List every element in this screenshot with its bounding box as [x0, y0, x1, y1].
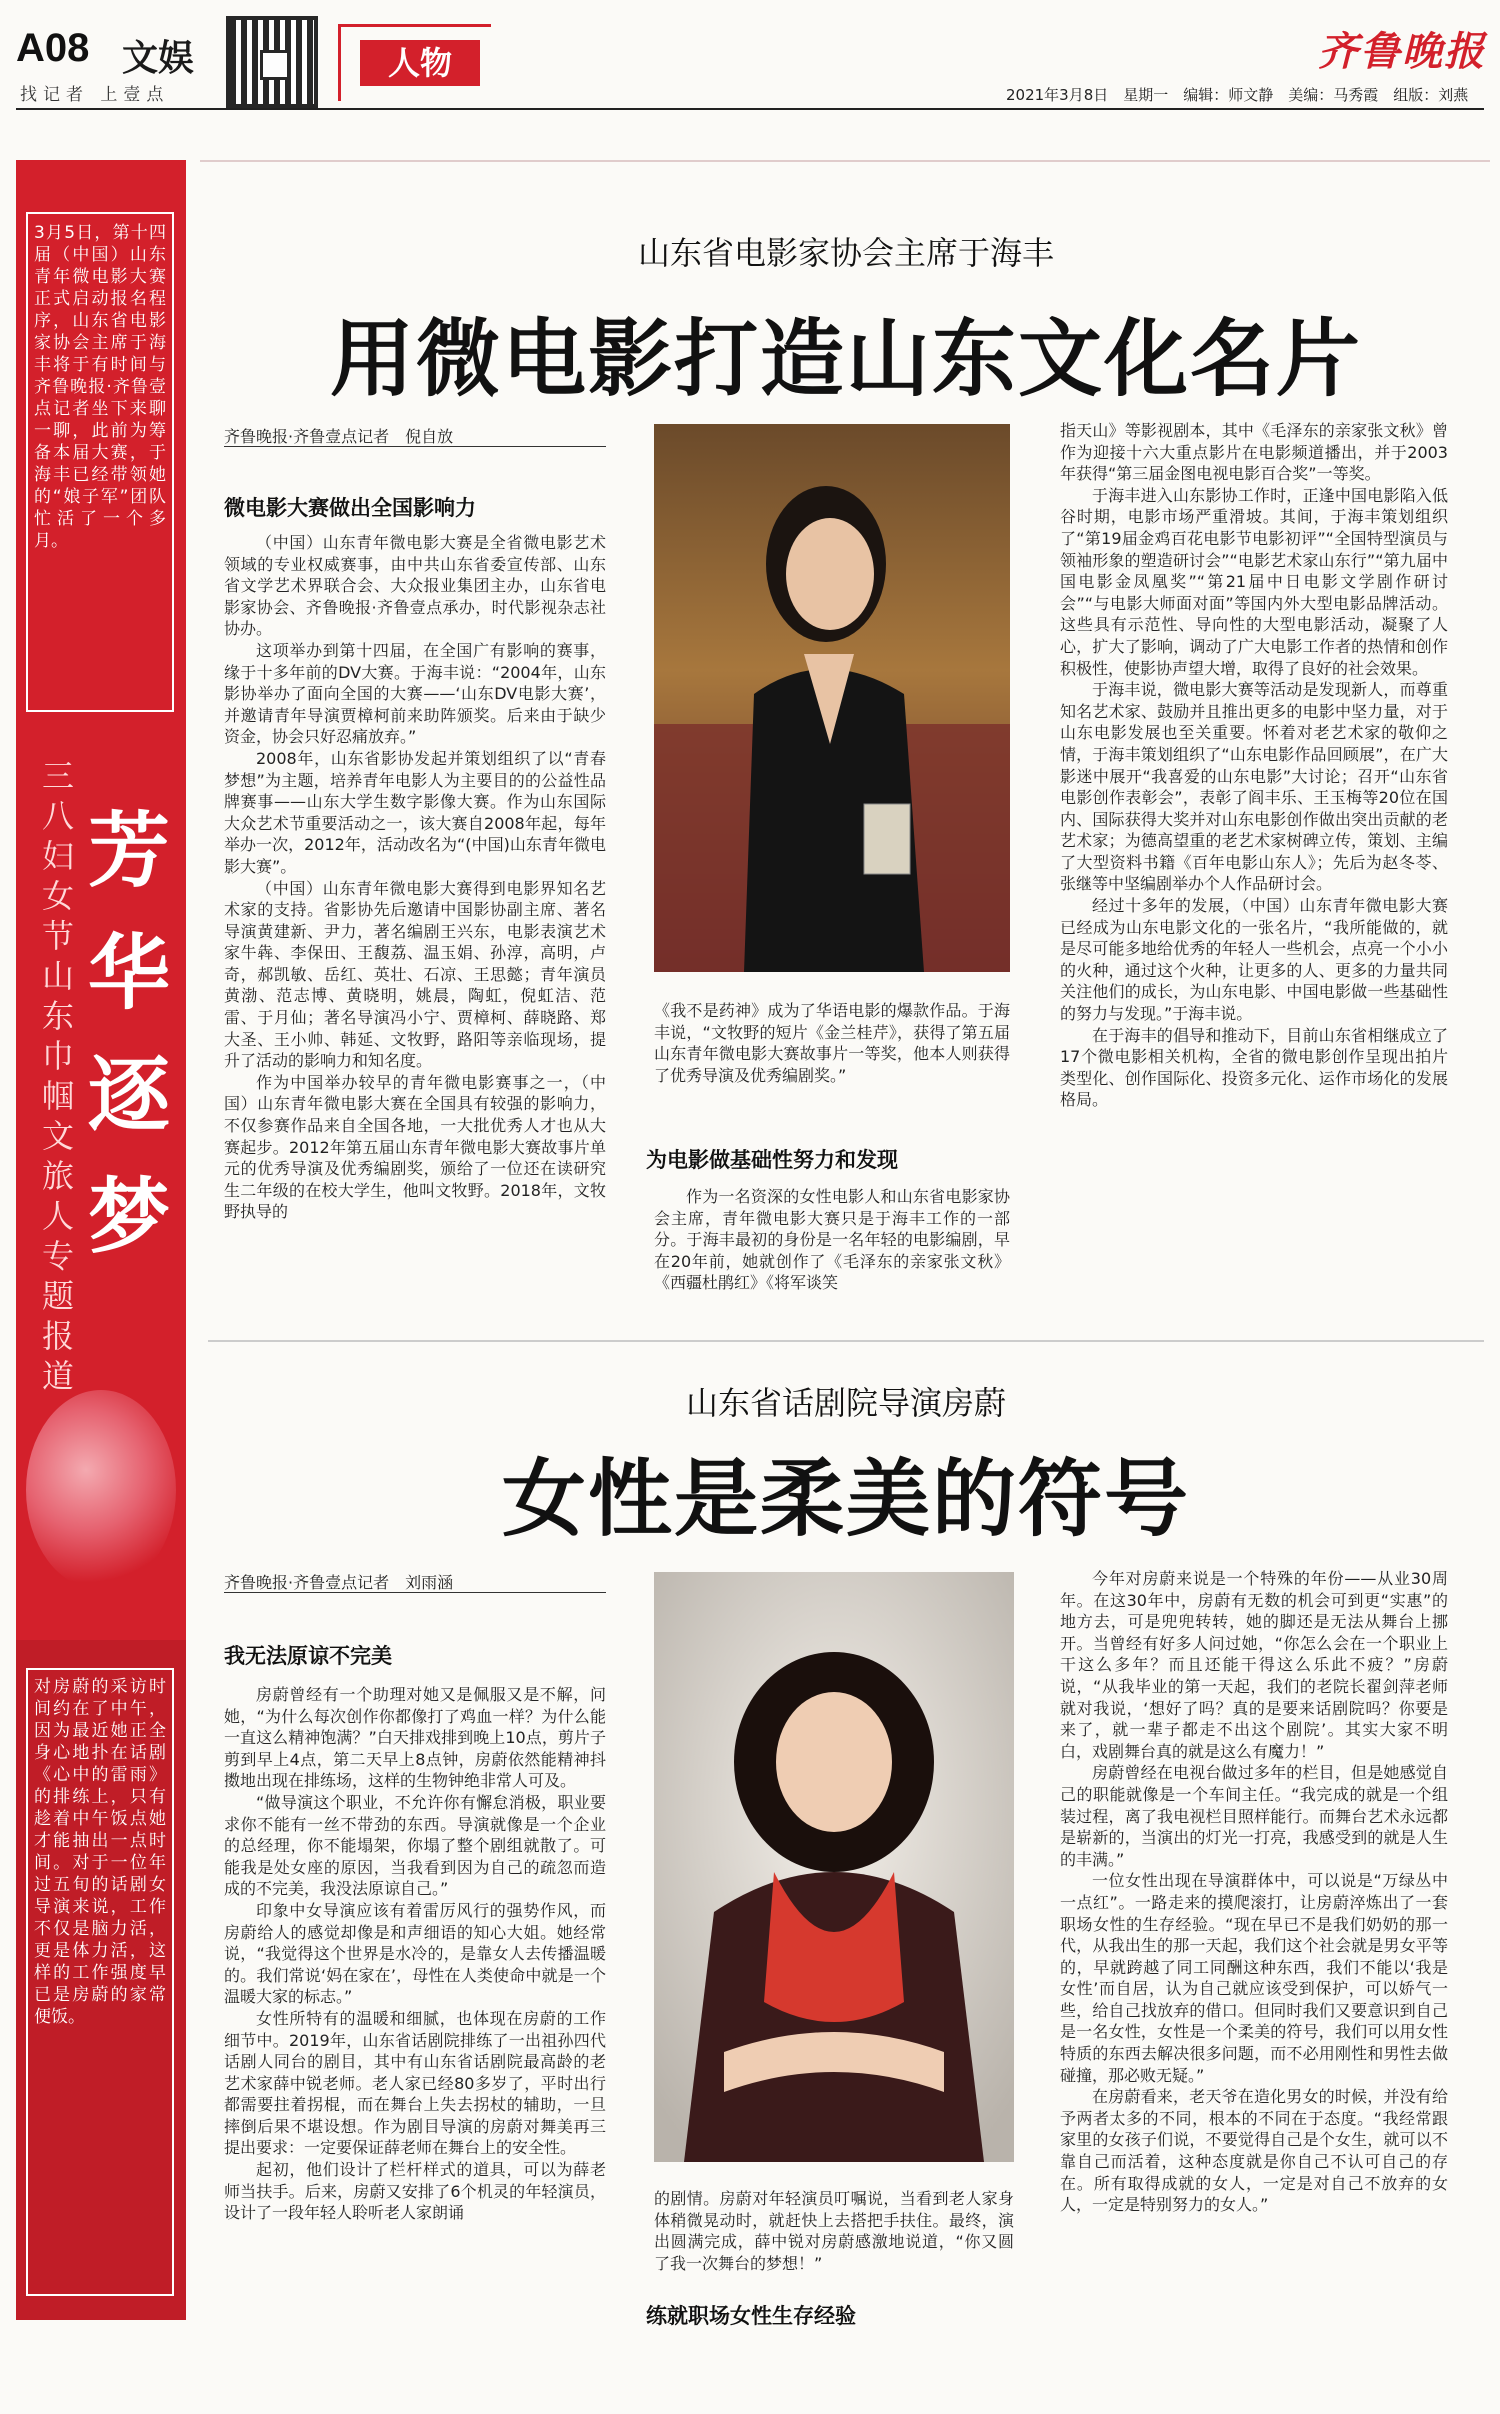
paragraph: 今年对房蔚来说是一个特殊的年份——从业30周年。在这30年中，房蔚有无数的机会可到更“实惠”的地方去，可是兜兜转转，她的脚还是无法从舞台上挪开。当曾经有好多人问过她，“你怎么会在一个职业上干这么多年？而且还能干得这么乐此不疲？”房蔚说，“从我毕业的第一天起，我们的老院长翟剑萍老师就对我说，‘想好了吗？真的是要来话剧院吗？你要是来了，就一辈子都走不出这个剧院’。其实大家不明白，戏剧舞台真的就是这么有魔力！”	[1060, 1569, 1448, 1761]
intro-text: 3月5日，第十四届（中国）山东青年微电影大赛正式启动报名程序，山东省电影家协会主席于海丰将于有时间与齐鲁晚报·齐鲁壹点记者坐下来聊一聊，此前为筹备本届大赛，于海丰已经带领她的“娘子军”团队忙活了一个多月。	[34, 223, 166, 551]
content-top-border	[200, 160, 1490, 162]
paragraph: 2008年，山东省影协发起并策划组织了以“青春梦想”为主题，培养青年电影人为主要目的的公益性品牌赛事——山东大学生数字影像大赛。作为山东国际大众艺术节重要活动之一，该大赛自2008年起，每年举办一次，2012年，活动改名为“(中国)山东青年微电影大赛”。	[224, 748, 606, 876]
article2-kicker: 山东省话剧院导演房蔚	[685, 1384, 1006, 1422]
flower-illustration	[26, 1390, 176, 1590]
paragraph: 的剧情。房蔚对年轻演员叮嘱说，当看到老人家身体稍微晃动时，就赶快上去搭把手扶住。最终，演出圆满完成，薛中锐对房蔚感激地说道，“你又圆了我一次舞台的梦想！”	[654, 2189, 1014, 2273]
column-tag: 人物	[360, 40, 480, 86]
paragraph: 《我不是药神》成为了华语电影的爆款作品。于海丰说，“文牧野的短片《金兰桂芹》，获得了第五届山东青年微电影大赛故事片一等奖，他本人则获得了优秀导演及优秀编剧奖。”	[654, 1001, 1010, 1085]
header-slogan: 找记者 上壹点	[20, 85, 170, 105]
article1-column-2-bottom	[654, 1186, 1010, 1316]
article-divider	[208, 1340, 1484, 1342]
byline-rule	[224, 1592, 606, 1593]
article1-byline: 齐鲁晚报·齐鲁壹点记者 倪自放	[224, 427, 454, 446]
newspaper-logo: 齐鲁晚报	[1318, 28, 1486, 75]
paragraph: 一位女性出现在导演群体中，可以说是“万绿丛中一点红”。一路走来的摸爬滚打，让房蔚淬炼出了一套职场女性的生存经验。“现在早已不是我们奶奶的那一代，从我出生的那一天起，我们这个社会就是男女平等的，早就跨越了同工同酬这种东西，我们不能以‘我是女性’而自居，认为自己就应该受到保护，可以娇气一些，给自己找放弃的借口。但同时我们又要意识到自己是一名女性，女性是一个柔美的符号，我们可以用女性特质的东西去解决很多问题，而不必用刚性和男性去做碰撞，那必败无疑。”	[1060, 1871, 1448, 2085]
article1-subhead-1: 微电影大赛做出全国影响力	[224, 496, 476, 520]
article2-byline: 齐鲁晚报·齐鲁壹点记者 刘雨涵	[224, 1573, 454, 1592]
paragraph: （中国）山东青年微电影大赛得到电影界知名艺术家的支持。省影协先后邀请中国影协副主席、著名导演黄建新、尹力，著名编剧王兴东，电影表演艺术家牛犇、李保田、王馥荔、温玉娟、孙淳，高明，卢奇，郝凯敏、岳红、英壮、石凉、王思懿；青年演员黄渤、范志博、黄晓明，姚晨，陶虹，倪虹洁、范雷、于月仙；著名导演冯小宁、贾樟柯、薛晓路、郑大圣、王小帅、韩延、文牧野，路阳等亲临现场，提升了活动的影响力和知名度。	[224, 878, 606, 1071]
note-text: 对房蔚的采访时间约在了中午，因为最近她正全身心地扑在话剧《心中的雷雨》的排练上，只有趁着中午饭点她才能抽出一点时间。对于一位年过五旬的话剧女导演来说，工作不仅是脑力活，更是体力活，这样的工作强度早已是房蔚的家常便饭。	[34, 1677, 166, 2027]
article2-headline: 女性是柔美的符号	[501, 1450, 1190, 1548]
byline-rule	[224, 446, 606, 447]
paragraph: 这项举办到第十四届，在全国广有影响的赛事，缘于十多年前的DV大赛。于海丰说：“2004年，山东影协举办了面向全国的大赛——‘山东DV电影大赛’，并邀请青年导演贾樟柯前来助阵颁奖。后来由于缺少资金，协会只好忍痛放弃。”	[224, 640, 606, 747]
article2-column-1	[224, 1684, 606, 2374]
paragraph: 于海丰说，微电影大赛等活动是发现新人，而尊重知名艺术家、鼓励并且推出更多的电影中坚力量，对于山东电影发展也至关重要。怀着对老艺术家的敬仰之情，于海丰策划组织了“山东电影作品回顾展”，在广大影迷中展开“我喜爱的山东电影”大讨论；召开“山东省电影创作表彰会”，表彰了阎丰乐、王玉梅等20位在国内、国际获得大奖并对山东电影创作做出突出贡献的老艺术家；为德高望重的老艺术家树碑立传，策划、主编了大型资料书籍《百年电影山东人》；先后为赵冬苓、张继等中坚编剧举办个人作品研讨会。	[1060, 680, 1448, 894]
portrait-illustration	[654, 1572, 1014, 2162]
page-number: A08	[16, 26, 90, 70]
article1-column-1	[224, 532, 606, 1316]
article2-column-3	[1060, 1568, 1448, 2380]
article1-headline: 用微电影打造山东文化名片	[329, 310, 1362, 408]
portrait-illustration	[654, 424, 1010, 972]
article2-column-2-top	[654, 2188, 1014, 2274]
paragraph: 起初，他们设计了栏杆样式的道具，可以为薛老师当扶手。后来，房蔚又安排了6个机灵的年轻演员，设计了一段年轻人聆听老人家朗诵	[224, 2160, 606, 2223]
calligraphy-title: 芳华逐梦	[87, 803, 170, 1265]
qr-code-icon[interactable]	[226, 16, 318, 108]
header-rule	[16, 108, 1484, 110]
article1-column-2-top	[654, 1000, 1010, 1086]
portrait-photo-yu-haifeng	[654, 424, 1010, 972]
paragraph: 指天山》等影视剧本，其中《毛泽东的亲家张文秋》曾作为迎接十六大重点影片在电影频道播出，并于2003年获得“第三届金图电视电影百合奖”一等奖。	[1060, 421, 1448, 484]
paragraph: 在于海丰的倡导和推动下，目前山东省相继成立了17个微电影相关机构，全省的微电影创作呈现出拍片类型化、创作国际化、投资多元化、运作市场化的发展格局。	[1060, 1025, 1448, 1110]
series-title: 三八妇女节山东巾帼文旅人专题报道	[41, 757, 74, 1395]
paragraph: 经过十多年的发展，（中国）山东青年微电影大赛已经成为山东电影文化的一张名片，“我所能做的，就是尽可能多地给优秀的年轻人一些机会，点亮一个小小的火种，通过这个火种，让更多的人、更多的力量共同关注他们的成长，为山东电影、中国电影做一些基础性的努力与发现。”于海丰说。	[1060, 896, 1448, 1024]
paragraph: 作为一名资深的女性电影人和山东省电影家协会主席，青年微电影大赛只是于海丰工作的一部分。于海丰最初的身份是一名年轻的电影编剧，早在20年前，她就创作了《毛泽东的亲家张文秋》《西疆杜鹃红》《将军谈笑	[654, 1187, 1010, 1293]
paragraph: 女性所特有的温暖和细腻，也体现在房蔚的工作细节中。2019年，山东省话剧院排练了一出祖孙四代话剧人同台的剧目，其中有山东省话剧院最高龄的老艺术家薛中锐老师。老人家已经80多岁了，平时出行都需要拄着拐棍，而在舞台上失去拐杖的辅助，一旦摔倒后果不堪设想。作为剧目导演的房蔚对舞美再三提出要求：一定要保证薛老师在舞台上的安全性。	[224, 2008, 606, 2158]
paragraph: 房蔚曾经在电视台做过多年的栏目，但是她感觉自己的职能就像是一个车间主任。“我完成的就是一个组装过程，离了我电视栏目照样能行。而舞台艺术永远都是崭新的，当演出的灯光一打亮，我感受到的就是人生的丰满。”	[1060, 1763, 1448, 1869]
issue-meta: 2021年3月8日 星期一 编辑：师文静 美编：马秀霞 组版：刘燕	[1006, 86, 1469, 104]
article2-subhead-2: 练就职场女性生存经验	[646, 2304, 856, 2328]
paragraph: 房蔚曾经有一个助理对她又是佩服又是不解，问她，“为什么每次创作你都像打了鸡血一样？为什么能一直这么精神饱满？”白天排戏排到晚上10点，剪片子剪到早上4点，第二天早上8点钟，房蔚依然能精神抖擞地出现在排练场，这样的生物钟绝非常人可及。	[224, 1685, 606, 1791]
paragraph: （中国）山东青年微电影大赛是全省微电影艺术领域的专业权威赛事，由中共山东省委宣传部、山东省文学艺术界联合会、大众报业集团主办，山东省电影家协会、齐鲁晚报·齐鲁壹点承办，时代影视杂志社协办。	[224, 533, 606, 639]
article2-subhead-1: 我无法原谅不完美	[224, 1644, 392, 1668]
article1-column-3	[1060, 420, 1448, 1316]
portrait-photo-fang-wei	[654, 1572, 1014, 2162]
article1-subhead-2: 为电影做基础性努力和发现	[646, 1148, 898, 1172]
paragraph: 于海丰进入山东影协工作时，正逢中国电影陷入低谷时期，电影市场严重滑坡。其间，于海丰策划组织了“第19届金鸡百花电影节电影初评”“全国特型演员与领袖形象的塑造研讨会”“电影艺术家山东行”“第九届中国电影金凤凰奖”“第21届中日电影文学剧作研讨会”“与电影大师面对面”等国内外大型电影品牌活动。这些具有示范性、导向性的大型电影活动，凝聚了人心，扩大了影响，调动了广大电影工作者的热情和创作积极性，使影协声望大增，取得了良好的社会效果。	[1060, 485, 1448, 678]
paragraph: 印象中女导演应该有着雷厉风行的强势作风，而房蔚给人的感觉却像是和声细语的知心大姐。她经常说，“我觉得这个世界是水冷的，是靠女人去传播温暖的。我们常说‘妈在家在’，母性在人类使命中就是一个温暖大家的标志。”	[224, 1900, 606, 2007]
paragraph: 在房蔚看来，老天爷在造化男女的时候，并没有给予两者太多的不同，根本的不同在于态度。“我经常跟家里的女孩子们说，不要觉得自己是个女生，就可以不靠自己而活着，这种态度就是你自己不认可自己的存在。所有取得成就的女人，一定是对自己不放弃的女人，一定是特别努力的女人。”	[1060, 2087, 1448, 2215]
paragraph: 作为中国举办较早的青年微电影赛事之一，（中国）山东青年微电影大赛在全国具有较强的影响力，不仅参赛作品来自全国各地，一大批优秀人才也从大赛起步。2012年第五届山东青年微电影大赛故事片单元的优秀导演及优秀编剧奖，颁给了一位还在读研究生二年级的在校大学生，他叫文牧野。2018年，文牧野执导的	[224, 1072, 606, 1222]
section-name: 文娱	[122, 38, 195, 79]
article1-kicker: 山东省电影家协会主席于海丰	[637, 234, 1054, 272]
paragraph: “做导演这个职业，不允许你有懈怠消极，职业要求你不能有一丝不带劲的东西。导演就像是一个企业的总经理，你不能塌架，你塌了整个剧组就散了。可能我是处女座的原因，当我看到因为自己的疏忽而造成的不完美，我没法原谅自己。”	[224, 1792, 606, 1899]
